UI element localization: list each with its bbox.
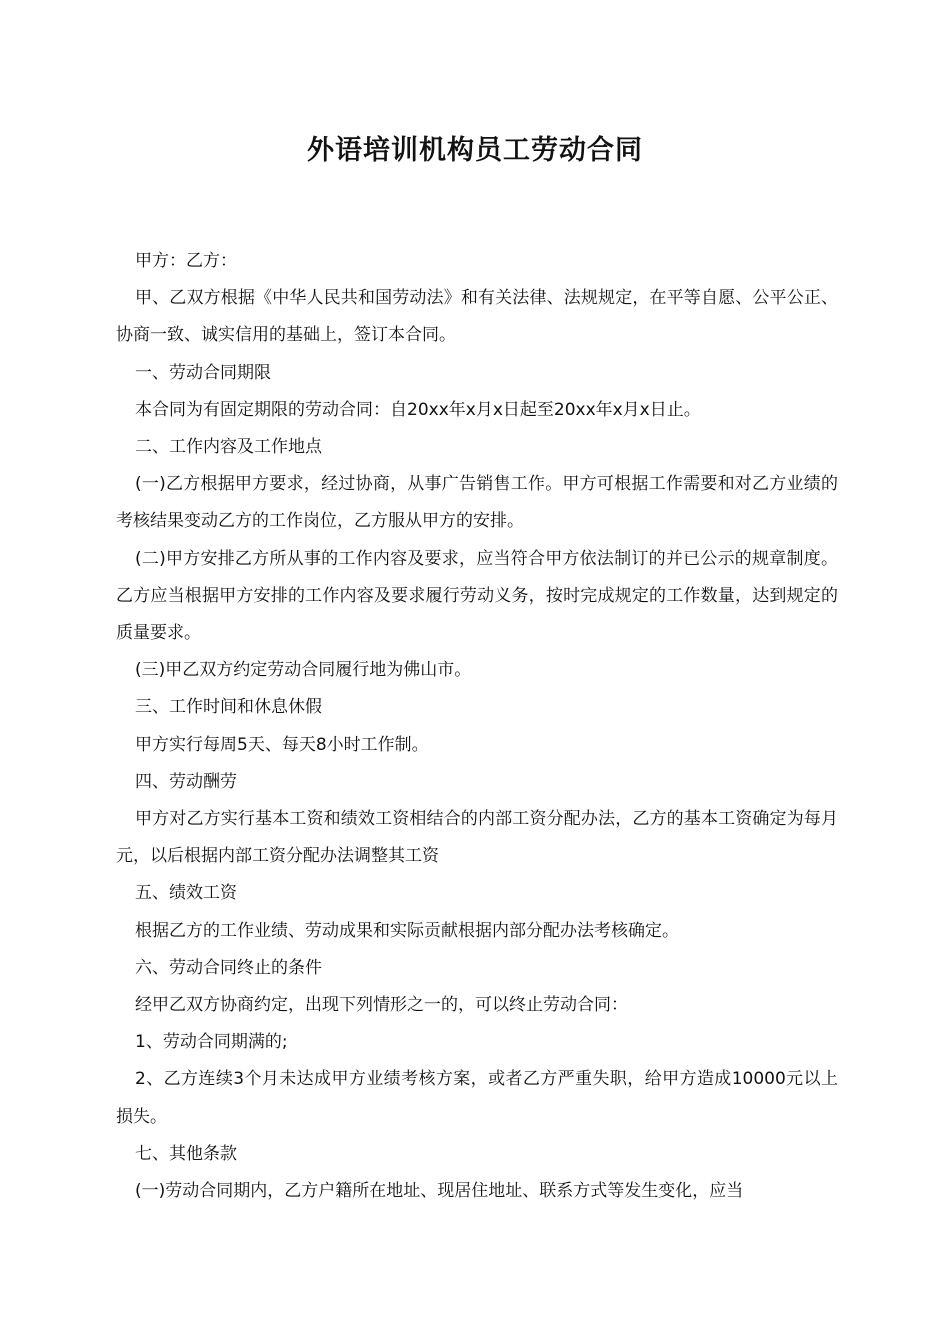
document-title: 外语培训机构员工劳动合同	[307, 135, 643, 166]
other-terms-clause-1: (一)劳动合同期内，乙方户籍所在地址、现居住地址、联系方式等发生变化，应当	[135, 1181, 744, 1202]
section-heading-working-hours: 三、工作时间和休息休假	[135, 697, 322, 718]
section-heading-term: 一、劳动合同期限	[135, 362, 271, 383]
work-content-clause-1: (一)乙方根据甲方要求，经过协商，从事广告销售工作。甲方可根据工作需要和对乙方业绩的考核结果变动乙方的工作岗位，乙方服从甲方的安排。	[116, 474, 838, 532]
term-paragraph: 本合同为有固定期限的劳动合同：自20xx年x月x日起至20xx年x月x日止。	[135, 399, 701, 420]
section-heading-performance-pay: 五、绩效工资	[135, 883, 237, 904]
performance-pay-paragraph: 根据乙方的工作业绩、劳动成果和实际贡献根据内部分配办法考核确定。	[135, 920, 679, 941]
termination-item-2: 2、乙方连续3个月未达成甲方业绩考核方案，或者乙方严重失职，给甲方造成10000元以上损失。	[116, 1069, 838, 1127]
work-content-clause-3: (三)甲乙双方约定劳动合同履行地为佛山市。	[135, 660, 472, 681]
party-line: 甲方：乙方：	[135, 251, 237, 271]
section-heading-work-content: 二、工作内容及工作地点	[135, 437, 322, 458]
section-heading-remuneration: 四、劳动酬劳	[135, 771, 237, 792]
document-body	[116, 243, 838, 1210]
work-content-clause-2: (二)甲方安排乙方所从事的工作内容及要求，应当符合甲方依法制订的并已公示的规章制度。乙方应当根据甲方安排的工作内容及要求履行劳动义务，按时完成规定的工作数量，达到规定的质量要求。	[116, 548, 838, 644]
section-heading-other-terms: 七、其他条款	[135, 1143, 237, 1164]
termination-item-1: 1、劳动合同期满的;	[135, 1032, 288, 1053]
remuneration-paragraph: 甲方对乙方实行基本工资和绩效工资相结合的内部工资分配办法，乙方的基本工资确定为每月元，以后根据内部工资分配办法调整其工资	[116, 809, 838, 867]
preamble-paragraph: 甲、乙双方根据《中华人民共和国劳动法》和有关法律、法规规定，在平等自愿、公平公正、协商一致、诚实信用的基础上，签订本合同。	[116, 288, 838, 346]
section-heading-termination: 六、劳动合同终止的条件	[135, 957, 322, 978]
working-hours-paragraph: 甲方实行每周5天、每天8小时工作制。	[135, 734, 429, 755]
termination-intro: 经甲乙双方协商约定，出现下列情形之一的，可以终止劳动合同：	[135, 995, 628, 1016]
